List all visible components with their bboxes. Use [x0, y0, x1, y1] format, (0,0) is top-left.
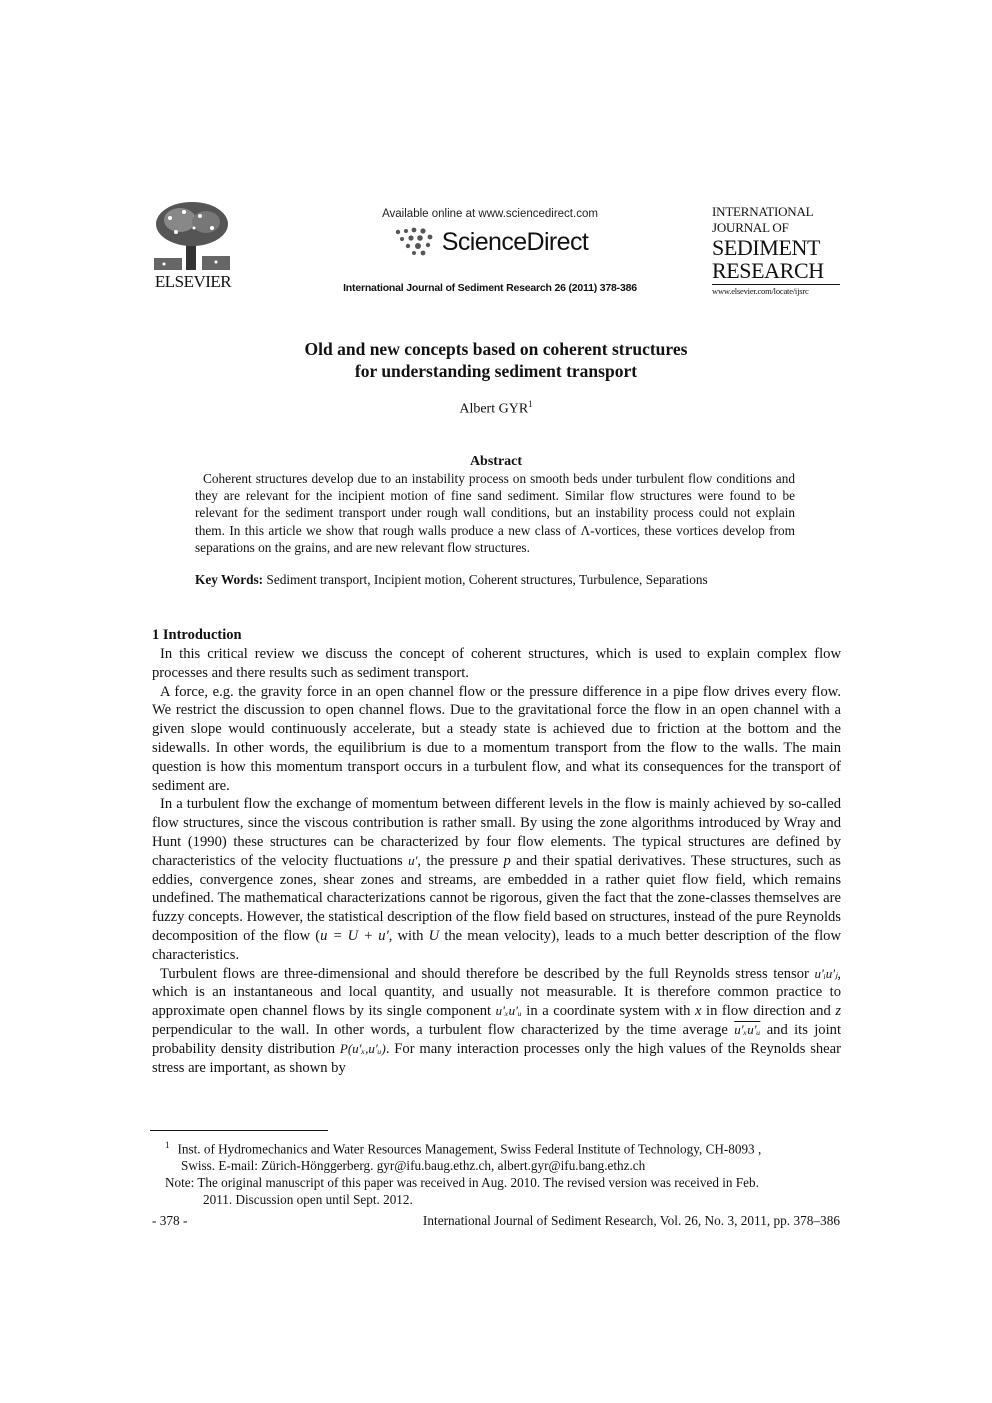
p3-text-c: and their spatial derivatives. These structures, such as eddies, convergence zones, shear zones and streams, are embedded in a rather quiet flow field, which remains undefined. The mathematical characterizations cannot be rigorous, given the fact that the zone-classes themselves are fuzzy concepts. However, the statistical description of the flow field based on structures, instead of the pure Reynolds decomposition of the flow ( [152, 852, 841, 944]
reynolds-stress-tensor: u'ᵢu'ⱼ [814, 965, 838, 981]
time-average: u'ₓu'ᵤ [734, 1021, 761, 1037]
footnote-line2: Swiss. E-mail: Zürich-Hönggerberg. gyr@ifu.baug.ethz.ch, albert.gyr@ifu.bang.ethz.ch [181, 1158, 646, 1174]
paragraph-3 [152, 795, 841, 964]
velocity-fluctuation-symbol: u' [408, 852, 418, 868]
footer-citation: International Journal of Sediment Research, Vol. 26, No. 3, 2011, pp. 378–386 [422, 1213, 840, 1228]
author-name: Albert GYR [459, 401, 529, 417]
sciencedirect-dots-icon [392, 226, 438, 258]
title-line1: Old and new concepts based on coherent structures [304, 339, 688, 359]
p4-text-a: Turbulent flows are three-dimensional and should therefore be described by the full Reynolds stress tensor [160, 965, 809, 982]
p3-text-e: the mean velocity), leads to a much better description of the flow characteristics. [152, 927, 841, 963]
footnote-affiliation [165, 1137, 840, 1157]
abstract-heading: Abstract [469, 454, 523, 469]
journal-logo [712, 204, 840, 296]
title-line2: for understanding sediment transport [354, 361, 638, 381]
z-symbol: z [835, 1003, 841, 1020]
paragraph-2: A force, e.g. the gravity force in an open channel flow or the pressure difference in a pipe flow drives every flow. We restrict the discussion to open channel flows. Due to the gravitational force the flow in an open channel with a given slope would continuously accelerate, but a steady state is achieved due to friction at the bottom and the sidewalls. In other words, the equilibrium is due to a momentum transport from the flow to the walls. The main question is how this momentum transport occurs in a turbulent flow, and what its consequences for the transport of sediment are. [152, 683, 841, 794]
p4-text-g: . For many interaction processes only the high values of the Reynolds shear stress are important, as shown by [152, 1040, 841, 1076]
p3-text-b: , the pressure [417, 852, 499, 869]
platform-name: ScienceDirect [441, 227, 589, 256]
joint-pdf: P(u'ₓ,u'ᵤ) [339, 1040, 386, 1056]
available-online-text: Available online at www.sciencedirect.com [382, 208, 598, 220]
author-footnote-mark[interactable]: 1 [528, 399, 533, 409]
footnote [165, 1137, 840, 1208]
footnote-mark: 1 [165, 1140, 170, 1150]
journal-url[interactable]: www.elsevier.com/locate/ijsrc [712, 284, 840, 296]
section-body [152, 645, 841, 1077]
journal-logo-line3: SEDIMENT [712, 235, 821, 260]
journal-logo-line1: INTERNATIONAL [712, 204, 814, 219]
journal-logo-line4: RESEARCH [712, 258, 824, 283]
footnote-line1: Inst. of Hydromechanics and Water Resources Management, Swiss Federal Institute of Technology, CH-8093 , [177, 1141, 762, 1157]
mean-velocity-symbol: U [428, 927, 440, 944]
paragraph-4 [152, 965, 841, 1078]
p4-text-f: and its joint probability density distribution [152, 1021, 842, 1057]
paragraph-1: In this critical review we discuss the concept of coherent structures, which is used to explain complex flow processes and there results such as sediment transport. [152, 646, 841, 681]
publisher-logo-text: ELSEVIER [154, 272, 232, 291]
footnote-note-line2: 2011. Discussion open until Sept. 2012. [203, 1192, 413, 1208]
p4-text-c: in a coordinate system with [526, 1003, 691, 1020]
abstract-text: Coherent structures develop due to an instability process on smooth beds under turbulent flow conditions and they are relevant for the incipient motion of fine sand sediment. Similar flow structures were found to be relevant for the sediment transport under rough wall conditions, but an instability process could not explain them. In this article we show that rough walls produce a new class of Λ-vortices, these vortices develop from separations on the grains, and are new relevant flow structures. [195, 471, 795, 555]
footnote-note-line1: Note: The original manuscript of this paper was received in Aug. 2010. The revised version was received in Feb. [165, 1175, 759, 1191]
p3-text-d: , with [388, 927, 424, 944]
p4-text-e: perpendicular to the wall. In other words, a turbulent flow characterized by the time average [152, 1021, 728, 1038]
pressure-symbol: p [503, 852, 511, 869]
journal-logo-line2: JOURNAL OF [712, 220, 789, 235]
p4-text-d: in flow direction and [706, 1003, 831, 1020]
elsevier-tree-icon [150, 198, 234, 272]
x-symbol: x [694, 1003, 702, 1020]
keywords-label: Key Words: [195, 572, 264, 587]
reynolds-decomposition: u = U + u' [320, 927, 389, 944]
article-title [200, 338, 792, 382]
p3-text-a: In a turbulent flow the exchange of momentum between different levels in the flow is mainly achieved by so-called flow structures, since the viscous contribution is rather small. By using the zone algorithms introduced by Wray and Hunt (1990) these structures can be characterized by four flow elements. The typical structures are defined by characteristics of the velocity fluctuations [152, 796, 841, 869]
stress-component: u'ₓu'ᵤ [495, 1003, 522, 1019]
sciencedirect-logo [340, 224, 640, 260]
keywords-text: Sediment transport, Incipient motion, Coherent structures, Turbulence, Separations [266, 572, 708, 587]
journal-citation-header: International Journal of Sediment Research 26 (2011) 378-386 [343, 282, 637, 294]
p4-text-b: , which is an instantaneous and local quantity, and usually not measurable. It is therefore common practice to approximate open channel flows by its single component [152, 965, 841, 1020]
sciencedirect-header [340, 208, 640, 260]
footnote-rule [150, 1130, 328, 1131]
author [200, 399, 792, 418]
keywords [195, 572, 795, 588]
page-number: - 378 - [152, 1213, 188, 1228]
section-heading: 1 Introduction [152, 627, 242, 643]
